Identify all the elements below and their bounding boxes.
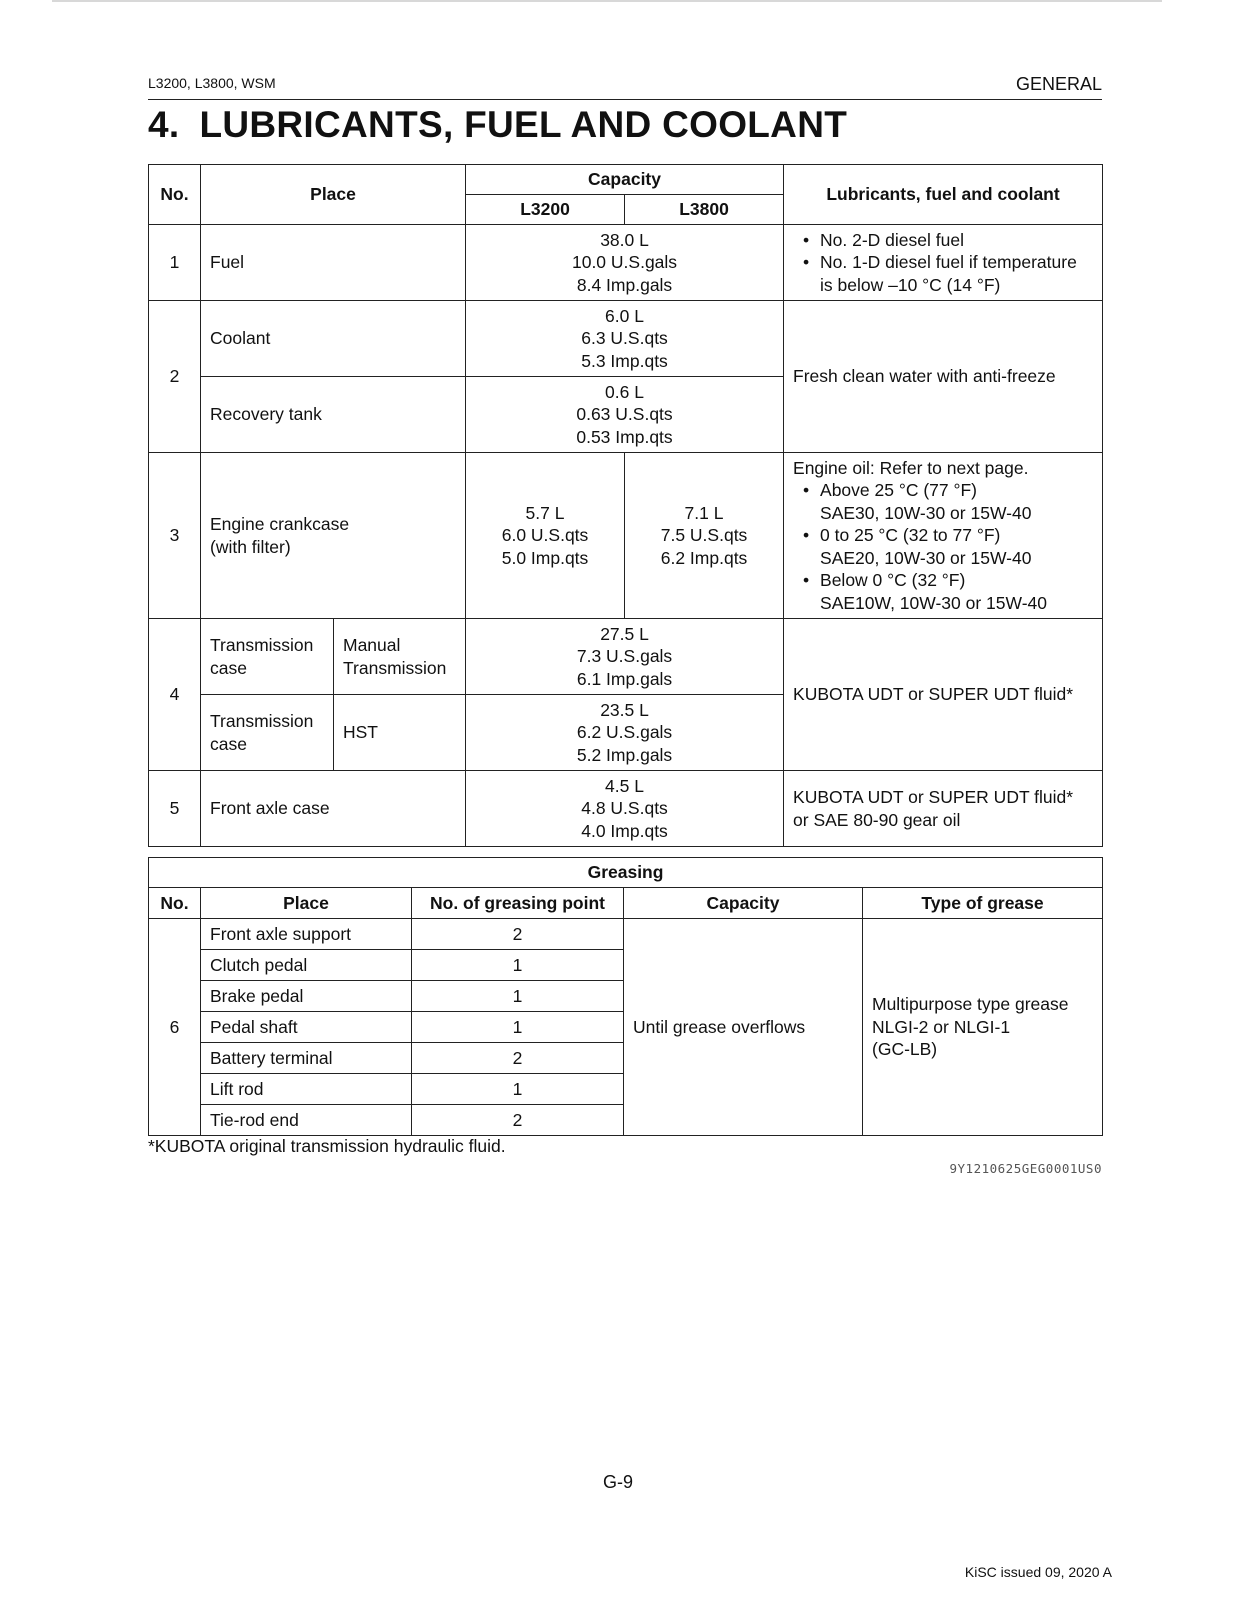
greasing-place: Pedal shaft (201, 1012, 412, 1043)
capacity-line: 0.6 L (605, 381, 644, 402)
place-line: Engine crankcase (210, 514, 350, 534)
greasing-points: 1 (412, 981, 624, 1012)
header-rule (148, 99, 1102, 100)
capacity-line: 6.3 U.S.qts (581, 328, 668, 349)
capacity-line: 6.1 Imp.gals (576, 668, 673, 689)
header-place: Place (201, 165, 466, 225)
greasing-type (863, 919, 1103, 1136)
document-code: 9Y1210625GEG0001US0 (949, 1161, 1102, 1176)
oil-condition: Below 0 °C (32 °F) (820, 570, 966, 591)
row-place (201, 619, 334, 695)
place-line: Transmission (210, 635, 314, 655)
page-number: G-9 (602, 1472, 633, 1492)
greasing-points: 2 (412, 1105, 624, 1136)
greasing-points: 1 (412, 1012, 624, 1043)
header-points: No. of greasing point (412, 888, 624, 919)
capacity-line: 4.8 U.S.qts (581, 798, 668, 819)
issued-note: KiSC issued 09, 2020 A (964, 1564, 1112, 1580)
row-capacity (466, 619, 784, 695)
row-lubricant (784, 771, 1103, 847)
capacity-line: 6.0 U.S.qts (501, 525, 589, 546)
header-no: No. (149, 888, 201, 919)
oil-condition: Above 25 °C (77 °F) (820, 480, 978, 501)
row-capacity-l3200 (466, 453, 625, 619)
header-section: GENERAL (1015, 74, 1102, 94)
capacity-line: 7.3 U.S.gals (576, 646, 673, 667)
capacity-line: 4.0 Imp.qts (581, 820, 668, 841)
capacity-line: 7.1 L (684, 502, 724, 523)
header-doc-title: L3200, L3800, WSM (148, 75, 276, 91)
capacity-line: 38.0 L (600, 229, 649, 250)
greasing-title-row (149, 858, 1103, 888)
top-rule (52, 0, 1162, 2)
capacity-line: 23.5 L (600, 699, 649, 720)
greasing-place: Front axle support (201, 919, 412, 950)
row-no: 6 (149, 919, 201, 1136)
capacity-line: 5.2 Imp.gals (576, 744, 673, 765)
capacity-line: 8.4 Imp.gals (576, 274, 673, 295)
row-no: 5 (149, 771, 201, 847)
grease-type-line: Multipurpose type grease (872, 994, 1069, 1015)
greasing-place: Lift rod (201, 1074, 412, 1105)
greasing-points: 2 (412, 919, 624, 950)
header-place: Place (201, 888, 412, 919)
lubricant-line: or SAE 80-90 gear oil (793, 809, 961, 830)
header-capacity: Capacity (466, 165, 784, 195)
row-no: 1 (149, 225, 201, 301)
row-lubricant (784, 225, 1103, 301)
header-l3800: L3800 (625, 195, 784, 225)
capacity-line: 4.5 L (605, 775, 644, 796)
row-capacity (466, 301, 784, 377)
lubricant-item (793, 524, 1093, 569)
capacity-line: 6.2 Imp.qts (660, 547, 748, 568)
lubricant-item: • No. 2-D diesel fuel (793, 229, 1093, 252)
grease-type-line: (GC-LB) (872, 1039, 938, 1060)
place-line: case (210, 733, 247, 754)
header-no: No. (149, 165, 201, 225)
table-row (149, 619, 1103, 695)
table-header-row (149, 165, 1103, 195)
oil-grade: SAE30, 10W-30 or 15W-40 (820, 502, 1032, 523)
greasing-table (148, 857, 1103, 1136)
footnote: *KUBOTA original transmission hydraulic fluid. (148, 1136, 506, 1156)
row-type: HST (334, 695, 466, 771)
row-capacity-l3800 (625, 453, 784, 619)
table-row (149, 453, 1103, 619)
row-lubricant: Fresh clean water with anti-freeze (784, 301, 1103, 453)
row-lubricant: KUBOTA UDT or SUPER UDT fluid* (784, 619, 1103, 771)
row-place: Front axle case (201, 771, 466, 847)
greasing-header-row (149, 888, 1103, 919)
greasing-title: Greasing (149, 858, 1103, 888)
row-lubricant (784, 453, 1103, 619)
greasing-place: Brake pedal (201, 981, 412, 1012)
greasing-place: Clutch pedal (201, 950, 412, 981)
capacity-line: 27.5 L (600, 623, 649, 644)
greasing-place: Tie-rod end (201, 1105, 412, 1136)
table-row (149, 771, 1103, 847)
row-capacity (466, 695, 784, 771)
oil-condition: 0 to 25 °C (32 to 77 °F) (820, 525, 1001, 546)
lubricant-item: • No. 1-D diesel fuel if temperature (793, 251, 1093, 274)
capacity-line: 5.0 Imp.qts (501, 547, 589, 568)
row-no: 3 (149, 453, 201, 619)
capacity-line: 0.63 U.S.qts (576, 404, 673, 425)
lubricant-intro: Engine oil: Refer to next page. (793, 457, 1029, 478)
section-number: 4. (148, 104, 180, 145)
oil-grade: SAE20, 10W-30 or 15W-40 (820, 547, 1032, 568)
type-line: Transmission (343, 657, 447, 678)
header-lubricants: Lubricants, fuel and coolant (784, 165, 1103, 225)
capacity-line: 5.3 Imp.qts (581, 350, 668, 371)
table-row (149, 225, 1103, 301)
type-line: Manual (343, 635, 401, 655)
header-l3200: L3200 (466, 195, 625, 225)
table-row (149, 301, 1103, 377)
capacity-line: 6.2 U.S.gals (576, 722, 673, 743)
table-row (149, 919, 1103, 950)
row-place (201, 695, 334, 771)
oil-grade: SAE10W, 10W-30 or 15W-40 (820, 592, 1047, 613)
row-capacity (466, 377, 784, 453)
lubricant-line: KUBOTA UDT or SUPER UDT fluid* (793, 787, 1074, 807)
row-place: Coolant (201, 301, 466, 377)
greasing-points: 1 (412, 950, 624, 981)
capacity-line: 7.5 U.S.qts (660, 525, 748, 546)
capacity-line: 0.53 Imp.qts (576, 426, 673, 447)
row-place: Fuel (201, 225, 466, 301)
place-line: case (210, 657, 247, 678)
row-no: 2 (149, 301, 201, 453)
grease-type-line: NLGI-2 or NLGI-1 (872, 1016, 1011, 1037)
row-place (201, 453, 466, 619)
row-type (334, 619, 466, 695)
place-line: (with filter) (210, 536, 291, 557)
lubricant-item-continued: is below –10 °C (14 °F) (820, 274, 1001, 295)
lubricants-table (148, 164, 1103, 847)
capacity-line: 6.0 L (605, 305, 644, 326)
row-no: 4 (149, 619, 201, 771)
lubricant-item (793, 569, 1093, 614)
greasing-place: Battery terminal (201, 1043, 412, 1074)
page-title (148, 104, 847, 146)
lubricant-item (793, 479, 1093, 524)
header-capacity: Capacity (624, 888, 863, 919)
header-grease-type: Type of grease (863, 888, 1103, 919)
greasing-points: 2 (412, 1043, 624, 1074)
row-place: Recovery tank (201, 377, 466, 453)
section-title: LUBRICANTS, FUEL AND COOLANT (199, 104, 848, 145)
greasing-points: 1 (412, 1074, 624, 1105)
place-line: Transmission (210, 711, 314, 731)
row-capacity (466, 771, 784, 847)
greasing-capacity: Until grease overflows (624, 919, 863, 1136)
capacity-line: 5.7 L (525, 502, 565, 523)
row-capacity (466, 225, 784, 301)
capacity-line: 10.0 U.S.gals (571, 252, 678, 273)
